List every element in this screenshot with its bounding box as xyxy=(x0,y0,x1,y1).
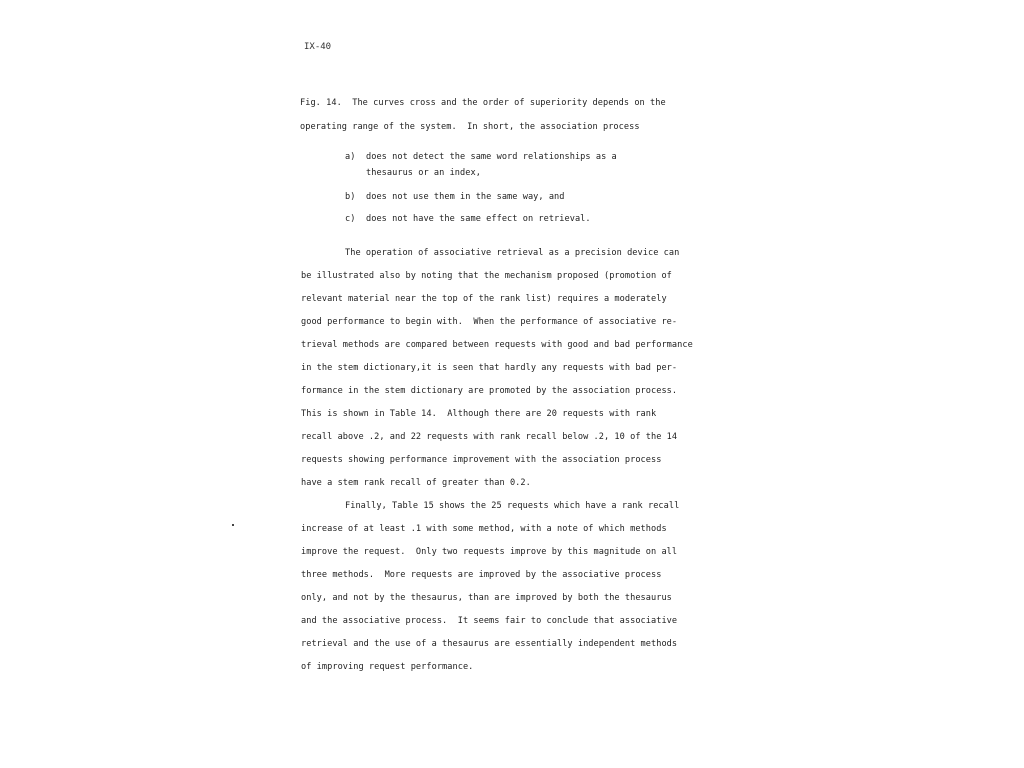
paragraph-line: Finally, Table 15 shows the 25 requests which have a rank recall xyxy=(345,501,680,511)
paragraph-line: improve the request. Only two requests improve by this magnitude on all xyxy=(301,547,678,557)
list-marker: b) xyxy=(345,192,356,202)
scan-speck xyxy=(232,524,234,526)
paragraph-line: of improving request performance. xyxy=(301,662,474,672)
paragraph-line: formance in the stem dictionary are promoted by the association process. xyxy=(301,386,678,396)
paragraph-line: have a stem rank recall of greater than 0.2. xyxy=(301,478,531,488)
list-marker: a) xyxy=(345,152,356,162)
list-marker: c) xyxy=(345,214,356,224)
page-number: IX-40 xyxy=(304,42,332,52)
paragraph-line: recall above .2, and 22 requests with rank recall below .2, 10 of the 14 xyxy=(301,432,678,442)
paragraph-line: increase of at least .1 with some method, with a note of which methods xyxy=(301,524,667,534)
paragraph-line: only, and not by the thesaurus, than are improved by both the thesaurus xyxy=(301,593,672,603)
list-item-line: does not detect the same word relationships as a xyxy=(366,152,617,162)
list-item-line: does not use them in the same way, and xyxy=(366,192,565,202)
fig-caption-line: operating range of the system. In short, the association process xyxy=(300,122,640,132)
paragraph-line: and the associative process. It seems fair to conclude that associative xyxy=(301,616,678,626)
paragraph-line: retrieval and the use of a thesaurus are essentially independent methods xyxy=(301,639,678,649)
paragraph-line: good performance to begin with. When the performance of associative re- xyxy=(301,317,678,327)
paragraph-line: be illustrated also by noting that the mechanism proposed (promotion of xyxy=(301,271,672,281)
paragraph-line: The operation of associative retrieval as a precision device can xyxy=(345,248,680,258)
paragraph-line: This is shown in Table 14. Although there are 20 requests with rank xyxy=(301,409,657,419)
paragraph-line: three methods. More requests are improved by the associative process xyxy=(301,570,662,580)
list-item-line: thesaurus or an index, xyxy=(366,168,481,178)
list-item-line: does not have the same effect on retrieval. xyxy=(366,214,591,224)
paragraph-line: relevant material near the top of the rank list) requires a moderately xyxy=(301,294,667,304)
paragraph-line: requests showing performance improvement with the association process xyxy=(301,455,662,465)
paragraph-line: in the stem dictionary,it is seen that hardly any requests with bad per- xyxy=(301,363,678,373)
fig-caption-line: Fig. 14. The curves cross and the order of superiority depends on the xyxy=(300,98,666,108)
paragraph-line: trieval methods are compared between requests with good and bad performance xyxy=(301,340,693,350)
